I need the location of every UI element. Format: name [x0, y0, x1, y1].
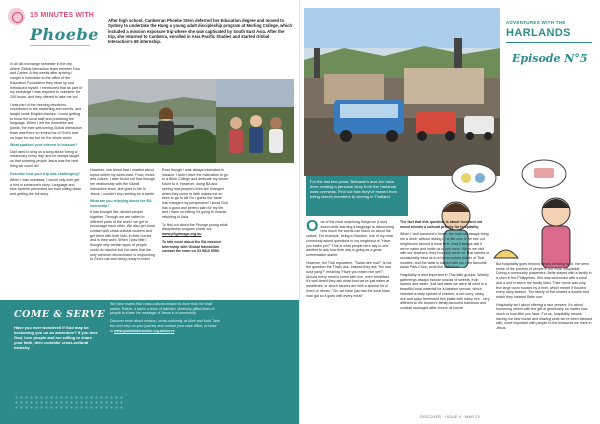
- dot-pattern: [14, 395, 124, 411]
- photo-street-graphic: [304, 8, 500, 176]
- episode-label: Episode N°5: [512, 52, 588, 65]
- photo-group: [216, 79, 294, 163]
- page-footer: DISCOVER · ISSUE 4 · MAR 23: [420, 415, 481, 419]
- paragraph: However, one friend that I chatted about topics within my week-hard. Food, music and culture. I later found out that through her relationship with the Global Interaction team, she goes to life to Jesus. I couldn't stop smiling for a week!: [90, 168, 155, 196]
- paragraph: I was part of the morning devotions, contributed to the marketing and events, and taught some English classes. I loved getting to know the local staff and practising the language. When I left the motorbike taxi points, the ever-welcoming Global Interaction team was there to remind me of God's love no hope for me but for the whole world.: [10, 102, 82, 140]
- article-column-2: [90, 168, 156, 265]
- divider: [506, 42, 592, 43]
- paragraph: Hospitality isn't about offering a nice present. It's about honouring others with the gift of generosity no matter how much or how little you have. For us, hospitality means having our new house and sharing what we've been blessed with, most important with people to the treasures we have in Jesus.: [496, 302, 592, 331]
- section-label: 15 MINUTES WITH: [30, 12, 95, 19]
- article-column-1: [10, 62, 82, 200]
- drop-cap: O: [306, 218, 319, 235]
- paragraph: [306, 220, 394, 258]
- paragraph: We have teams that cross-cultural mission is more than the lead pastor. Rather, it takes a team of talented, diversely gifted team of people to share the message of Jesus in a community.: [110, 302, 215, 316]
- heart-logo-icon: [8, 8, 25, 25]
- photo-street-scene: [304, 8, 500, 176]
- story-column-2: [400, 220, 490, 314]
- photo-group-graphic: [216, 79, 294, 163]
- page-title: Phoebe: [30, 25, 99, 44]
- paragraph: [162, 223, 228, 237]
- paragraph: [110, 319, 220, 333]
- photo-phoebe-river-graphic: [88, 79, 216, 163]
- divider: [30, 45, 90, 46]
- cta-title: COME & SERVE: [14, 309, 106, 320]
- paragraph-text: Discover more about mission, cross-culturally, at Alive and Kick! Take the next step on your journey and contact your state office, or head to: [110, 319, 220, 333]
- program-link[interactable]: www.pilgrimage.org.au: [162, 232, 202, 237]
- paragraph: When I visit someone's home, the host will always bring me a drink, without asking it I'd like one. If we see our neighbours around a meal time, they'll always ask if we've eaten and invite us to join them. When we visit with our teachers, they'll usually serve us Thai sweets or occasionally treat us to a homecooked dinner of Thai noodles, and the table is loaded with our new favourite Asian Pais-Chop, scott-like selection!: [400, 232, 490, 270]
- intro-caption: For the last few years, Bethanie's and Jon have been reading a personal story from the Harlands' work overseas. Find out how they've moved from being church members to serving in Thailand.: [306, 176, 408, 216]
- cta-lead: Have you ever wondered if God may be beckoning you on an adventure? If you love God, love people and are willing to share your faith, then consider cross-cultural ministry.: [14, 325, 98, 350]
- paragraph: But hospitality goes beyond simply sending food. I've seen some of the poorest of people in the most hospitable. During a community placement, Belle stayed with a family in a slum in the Philippines. She was welcomed with a meal and a unit in which the family lived. Their home was only few large room houses by a river, which meant it flooded every rainy season. The family of five shared a double bed which they insisted Belle use.: [496, 262, 592, 299]
- photo-phoebe-river: [88, 79, 216, 163]
- paragraph: However, the Thai equivalent, "Sabai dee mai?" is not the question the Thai's ask. Instead they ask "Kin kao ruea yang?" meaning "Have you eaten rice yet?". Almost every meal is some with rice, even breakfast. It's well-timed they ask what food we've just eaten at mealtimes, or which sauces are with a special bit of lunch or dinner. "Oh, we have just had the local khao man gai so it goes with every meal!": [306, 260, 392, 298]
- paragraph: Hospitality is also important in Thai faith groups. Weekly gatherings always include snacks of sweets, fruit, sweets and water. Just last week we were all went to a beautiful local waterfall for a baptism service, which included a tasty spread of chicken, a red curry, sticky rice and spicy fermented fish paste with sticky rice - very different to the Amarin's family-favoured barbecue and cocktail sausages after church at home!: [400, 273, 490, 310]
- article-column-3: [162, 168, 228, 257]
- cta-body: [110, 302, 220, 336]
- paragraph: In all did exchange semester in the city where Global Interaction team member Dan and Carlee. A few weeks after arriving I caught a motorbike to the office of the Education Foundation they head up and introduced myself. I mentioned that as part of my exchange I was required to volunteer for 200 hours, and they offered to take me on!: [10, 62, 82, 99]
- paragraph-text: ne of the most surprising things we (Luke) found while learning a language is discovering how much the words can teach us about the culture. For example, being in Bandon, one of my most commonly asked questions to my neighbour is "Have you eaten yet?" This is what people here say to one another to ask how their day is going as a great conversation starter.: [306, 220, 394, 257]
- question-heading: What sparked your interest in mission?: [10, 143, 78, 148]
- paragraph: The fact that this question is about food and not mood reveals a cultural priority for hospitality.: [400, 220, 483, 229]
- intro-paragraph: After high school, Canberran Phoebe Stern deferred her Education degree and moved to Sydney to undertake the Hung a young adult discipleship program at Morling College, which included a mission exposure trip where she was captivated by South East Asia. After the trip, she returned to Canberra, enrolled in Asia Pacific Studies and started Global Interaction's 68 internship.: [108, 18, 293, 45]
- serve-link[interactable]: www.globalinteraction.org.au/serve: [114, 328, 175, 333]
- story-column-1: [306, 220, 394, 301]
- paragraph: To talk more about the BA mission Internship with Global Interaction contact the team on 03 9810 9590.: [162, 239, 221, 254]
- paragraph-text: To find out about the Phunge young adult discipleship program check out: [162, 222, 228, 232]
- series-label: ADVENTURES WITH THE: [506, 20, 566, 25]
- story-column-3: [496, 262, 592, 334]
- paragraph: Even though I was always interested in mission, I didn't have the motivation to go to a Bible College and dedicate my whole future to it. However, doing BA and seeing how people's lives are changed when they come to faith makes me so keen to go to all! So I guess the 'taste' has changed my perspective! I know God has a good and perfect plan for my life, and I have no inkling it's going to include returning to Asia.: [162, 168, 228, 220]
- question-heading: What are you enjoying about the BA internship?: [90, 199, 152, 208]
- series-title: HARLANDS: [506, 27, 571, 39]
- question-heading: Describe how your trip was challenging?: [10, 171, 80, 176]
- paragraph: Dad used to sing us a song about 'being a missionary every day' and he always taught us that showing people Jesus was the best thing we could do!: [10, 149, 80, 168]
- paragraph: When I was overseas, I would only ever get a hint of someone's story. Language and time barriers prevented me from sitting down and getting the full story.: [10, 178, 82, 197]
- paragraph: It has brought like-minded people together. Through we are called to different parts of the world, we get to encourage each other. We also get close contact with cross-cultural workers and get them with their kids, in their homes and in their work. When I was little I thought only certain types of people could do mission but I've seen that the only common denominator is responding to God's call and being ready to learn!: [90, 210, 156, 262]
